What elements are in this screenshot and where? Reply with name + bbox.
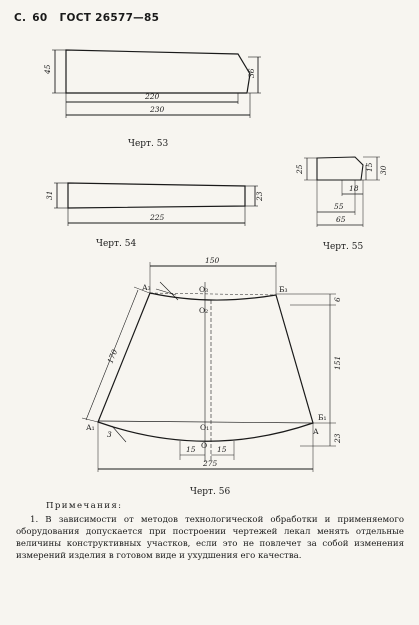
- notes: [16, 500, 404, 562]
- point-o3: О₃: [199, 285, 209, 294]
- drawing-55-d2: 55: [334, 202, 344, 211]
- drawing-55-right-height-inner: 15: [365, 162, 374, 172]
- point-b1: Б₁: [318, 413, 327, 422]
- drawing-56-outline: [98, 293, 313, 441]
- drawing-56-bottom-small: 23: [333, 433, 342, 443]
- point-a1: А₁: [86, 423, 95, 432]
- drawing-54-caption: Черт. 54: [96, 239, 137, 249]
- drawing-56-bottom-width: 275: [203, 459, 218, 468]
- drawing-55-right-height-outer: 30: [379, 165, 388, 175]
- drawing-53-left-height: 45: [43, 64, 52, 74]
- drawing-56: [82, 256, 342, 497]
- point-o1: О₁: [200, 423, 210, 432]
- drawing-54-right-height: 23: [255, 191, 264, 201]
- drawing-56-top-small: 6: [333, 297, 342, 302]
- drawing-56-half-left: 15: [186, 445, 196, 454]
- point-b3: Б₃: [279, 285, 288, 294]
- drawing-55: [295, 157, 388, 252]
- drawing-53-inner-length: 220: [145, 92, 160, 101]
- drawing-54: [45, 183, 264, 249]
- drawing-55-d1: 18: [349, 184, 359, 193]
- drawing-56-caption: Черт. 56: [190, 487, 231, 497]
- drawing-53-outline: [66, 50, 250, 93]
- drawing-55-left-height: 25: [295, 164, 304, 174]
- drawing-53-total-length: 230: [150, 105, 165, 114]
- drawing-53-right-height: 36: [247, 68, 256, 78]
- point-a: А: [313, 427, 319, 436]
- drawing-56-half-right: 15: [217, 445, 227, 454]
- drawing-55-d3: 65: [336, 215, 346, 224]
- drawing-55-caption: Черт. 55: [323, 242, 364, 252]
- drawing-54-outline: [68, 183, 245, 208]
- drawing-53: [43, 50, 261, 149]
- point-a3: А₃: [142, 283, 151, 292]
- drawing-55-outline: [317, 157, 363, 180]
- page-prefix: С.: [14, 12, 27, 24]
- drawing-56-angle-mark: 3: [107, 430, 112, 439]
- notes-text: 1. В зависимости от методов технологической обработки и применяемого оборудования допускается при построении чертежей лекал менять отдельные величины конструктивных участков, если это не повлечет за собой изменения измерений изделия в готовом виде и ухудшения его качества.: [16, 515, 404, 561]
- drawing-56-top-width: 150: [205, 256, 220, 265]
- page-number: 60: [32, 12, 48, 24]
- drawing-54-left-height: 31: [45, 190, 54, 200]
- notes-title: Примечания:: [46, 501, 123, 511]
- standard-code: ГОСТ 26577—85: [59, 12, 160, 24]
- drawing-53-caption: Черт. 53: [128, 139, 169, 149]
- drawing-56-height: 151: [333, 355, 342, 370]
- point-o2: О₂: [199, 306, 209, 315]
- point-o: О: [201, 441, 208, 450]
- drawing-56-side-length: 170: [105, 348, 120, 365]
- drawing-54-length: 225: [150, 213, 165, 222]
